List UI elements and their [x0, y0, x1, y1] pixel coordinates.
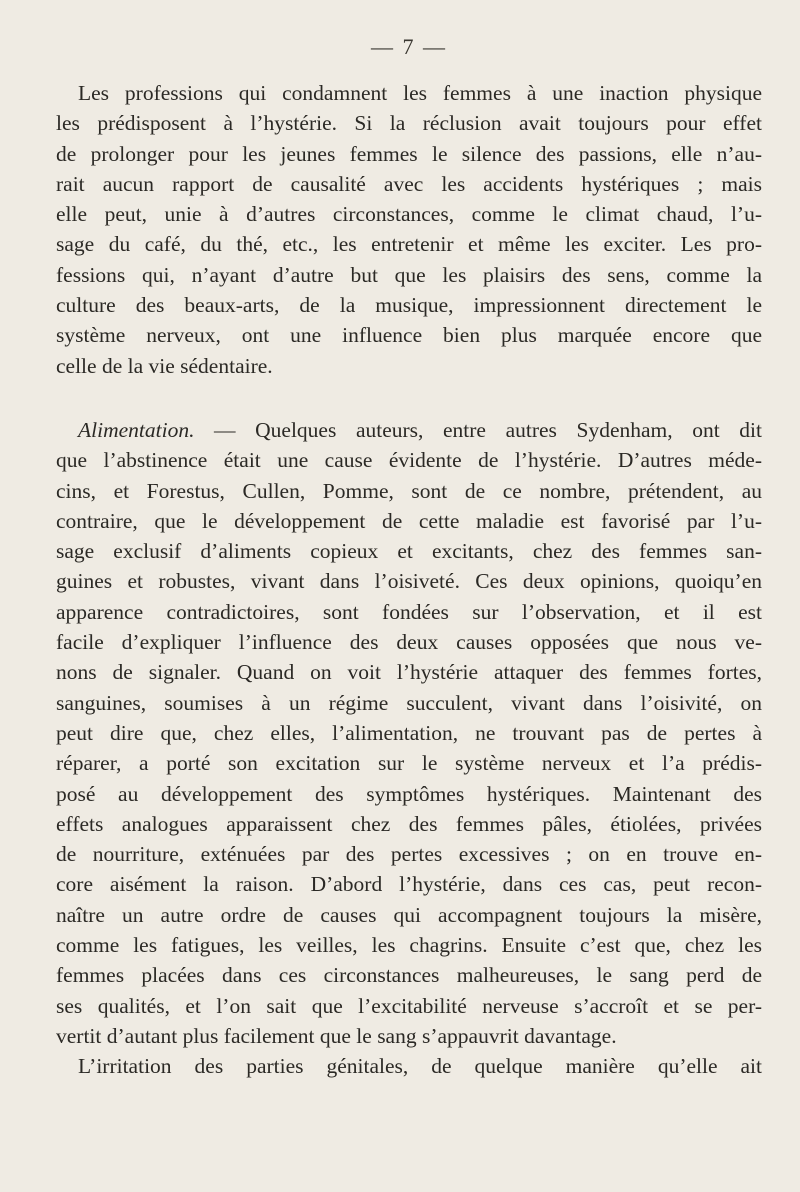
text-line: peut dire que, chez elles, l’alimentation, ne trouvant pas de pertes à: [56, 720, 762, 745]
paragraph-professions: [56, 78, 762, 381]
text-line: nons de signaler. Quand on voit l’hystérie attaquer des femmes fortes,: [56, 660, 762, 685]
text-line: réparer, a porté son excitation sur le système nerveux et l’a prédis-: [56, 751, 762, 776]
text-line: système nerveux, ont une influence bien plus marquée encore que: [56, 323, 762, 348]
text-line: sage du café, du thé, etc., les entretenir et même les exciter. Les pro-: [56, 232, 762, 257]
text-line: naître un autre ordre de causes qui accompagnent toujours la misère,: [56, 902, 762, 927]
paragraph-body: [56, 445, 762, 1051]
text-line: rait aucun rapport de causalité avec les accidents hystériques ; mais: [56, 171, 762, 196]
text-line: femmes placées dans ces circonstances malheureuses, le sang perd de: [56, 963, 762, 988]
text-line: de nourriture, exténuées par des pertes excessives ; on en trouve en-: [56, 842, 762, 867]
text-line: posé au développement des symptômes hystériques. Maintenant des: [56, 781, 762, 806]
text-line: facile d’expliquer l’influence des deux causes opposées que nous ve-: [56, 630, 762, 655]
text-line: ses qualités, et l’on sait que l’excitabilité nerveuse s’accroît et se per-: [56, 993, 762, 1018]
text-line: fessions qui, n’ayant d’autre but que les plaisirs des sens, comme la: [56, 262, 762, 287]
text-line: que l’abstinence était une cause évidente de l’hystérie. D’autres méde-: [56, 448, 762, 473]
paragraph-irritation: [56, 1051, 762, 1081]
section-heading-continuation: — Quelques auteurs, entre autres Sydenham, ont dit: [194, 417, 762, 442]
text-line: elle peut, unie à d’autres circonstances, comme le climat chaud, l’u-: [56, 202, 762, 227]
text-line: culture des beaux-arts, de la musique, impressionnent directement le: [56, 293, 762, 318]
section-heading: Alimentation.: [78, 417, 195, 442]
text-line: core aisément la raison. D’abord l’hystérie, dans ces cas, peut recon-: [56, 872, 762, 897]
text-line: vertit d’autant plus facilement que le sang s’appauvrit davantage.: [56, 1023, 617, 1048]
text-line: guines et robustes, vivant dans l’oisiveté. Ces deux opinions, quoiqu’en: [56, 569, 762, 594]
paragraph-first-line: [56, 415, 762, 445]
text-line: apparence contradictoires, sont fondées sur l’observation, et il est: [56, 599, 762, 624]
text-line: sanguines, soumises à un régime succulent, vivant dans l’oisivité, on: [56, 690, 762, 715]
text-line: Les professions qui condamnent les femmes à une inaction physique: [78, 81, 762, 105]
paragraph-alimentation: [56, 415, 762, 1051]
text-line: de prolonger pour les jeunes femmes le silence des passions, elle n’au-: [56, 141, 762, 166]
text-line: L’irritation des parties génitales, de quelque manière qu’elle ait: [78, 1054, 762, 1079]
text-line: comme les fatigues, les veilles, les chagrins. Ensuite c’est que, chez les: [56, 933, 762, 958]
text-line: effets analogues apparaissent chez des femmes pâles, étiolées, privées: [56, 811, 762, 836]
text-line: celle de la vie sédentaire.: [56, 353, 273, 378]
page-number: — 7 —: [371, 34, 447, 59]
text-line: cins, et Forestus, Cullen, Pomme, sont de ce nombre, prétendent, au: [56, 478, 762, 503]
text-line: les prédisposent à l’hystérie. Si la réclusion avait toujours pour effet: [56, 111, 762, 136]
text-line: contraire, que le développement de cette maladie est favorisé par l’u-: [56, 508, 762, 533]
section-gap: [56, 381, 762, 415]
text-line: sage exclusif d’aliments copieux et excitants, chez des femmes san-: [56, 539, 762, 564]
